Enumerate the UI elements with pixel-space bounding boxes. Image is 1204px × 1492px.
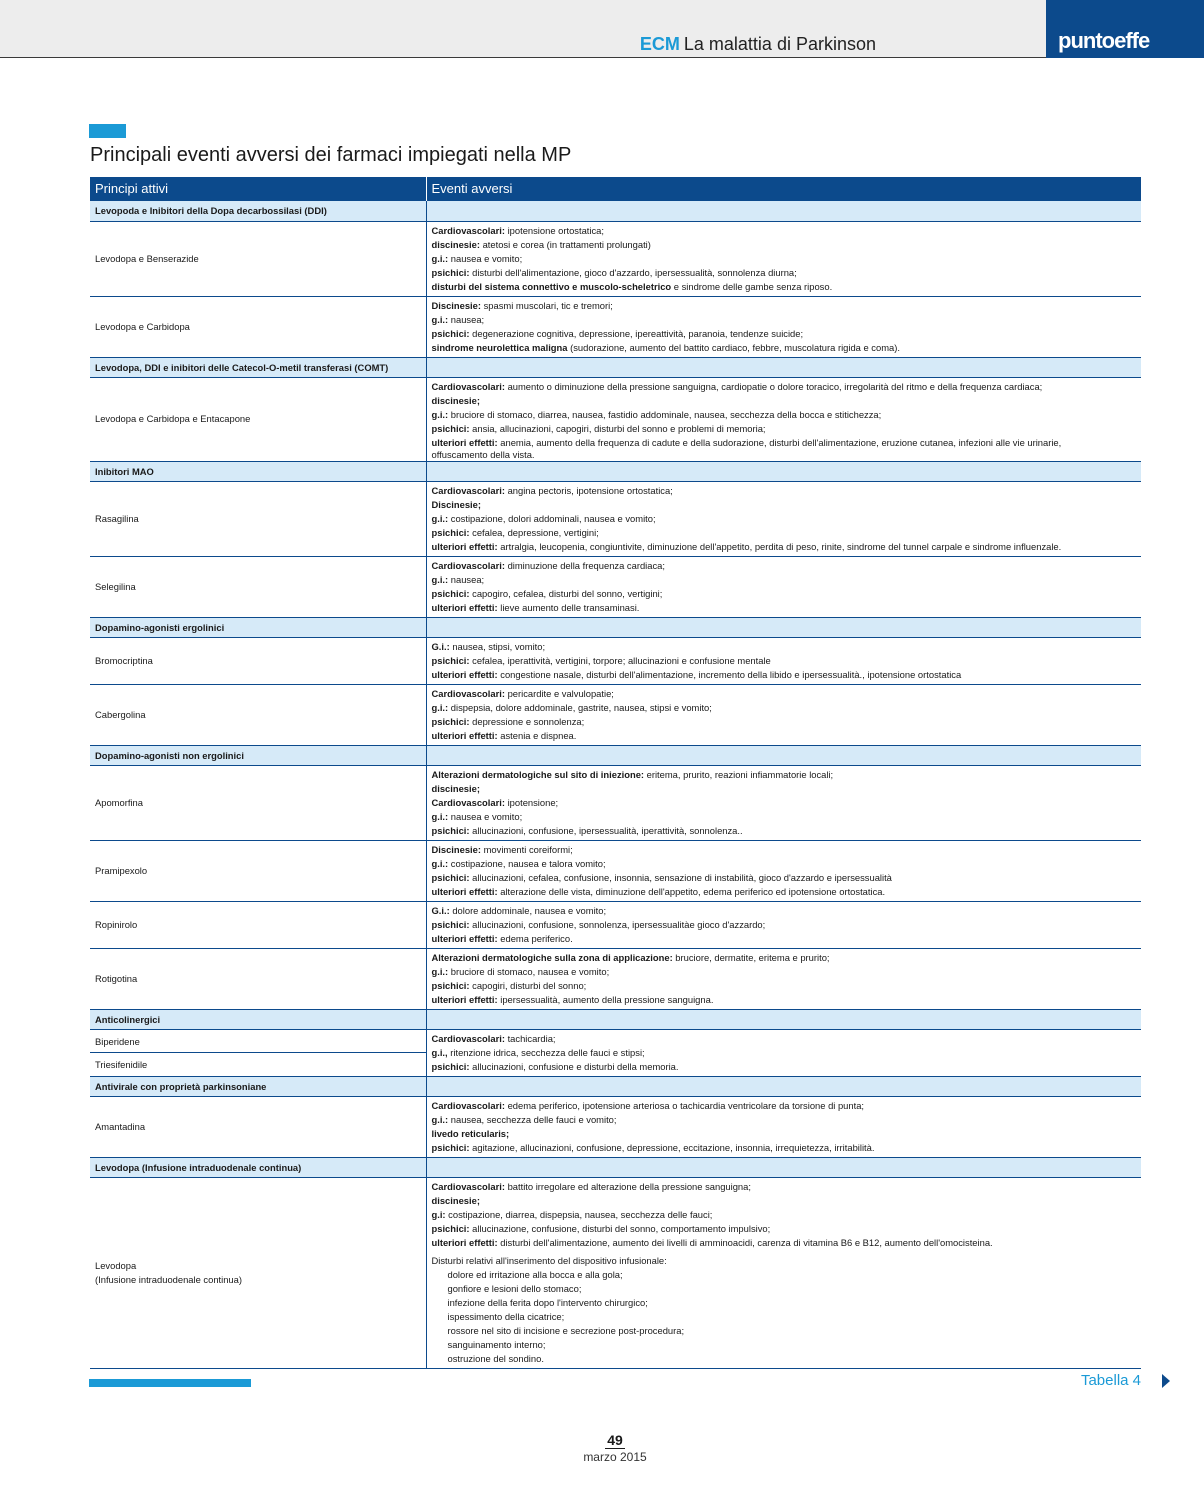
event-line (432, 408, 1137, 422)
drug-row (90, 684, 1141, 745)
event-text: agitazione, allucinazioni, confusione, depressione, eccitazione, insonnia, irrequietezza, irritabilità. (469, 1141, 875, 1153)
group-label: Dopamino-agonisti ergolinici (90, 617, 426, 637)
table-label: Tabella 4 (1080, 1372, 1141, 1389)
event-text: costipazione, dolori addominali, nausea e vomito; (448, 512, 656, 524)
adverse-events-cell (426, 221, 1141, 296)
event-category: g.i., (431, 1046, 448, 1058)
event-category: sindrome neurolettica maligna (431, 341, 568, 353)
event-text: dolore addominale, nausea e vomito; (449, 904, 607, 916)
drug-row (90, 377, 1141, 461)
event-category: ulteriori effetti: (431, 668, 498, 680)
group-empty-cell (426, 201, 1141, 221)
event-text: aumento o diminuzione della pressione sanguigna, cardiopatie o dolore toracico, irregolarità del ritmo e della frequenza cardiaca; (504, 380, 1043, 392)
drug-name-cell (90, 481, 426, 556)
event-category: psichici: (431, 715, 470, 727)
drug-name: Levodopa e Carbidopa (95, 320, 190, 332)
event-text: costipazione, nausea e talora vomito; (448, 857, 606, 869)
event-category: psichici: (431, 1222, 470, 1234)
drug-name: Cabergolina (95, 708, 146, 720)
group-row (90, 617, 1141, 637)
event-line (432, 885, 1137, 899)
next-arrow-icon (1162, 1374, 1170, 1388)
event-text: nausea; (448, 573, 485, 585)
drug-row (90, 948, 1141, 1009)
event-text: spasmi muscolari, tic e tremori; (481, 299, 613, 311)
group-label: Levodopa, DDI e inibitori delle Catecol-O-metil transferasi (COMT) (90, 357, 426, 377)
event-text: cefalea, depressione, vertigini; (469, 526, 599, 538)
device-disturbance-item: ispessimento della cicatrice; (447, 1310, 565, 1322)
event-line (432, 857, 1137, 871)
page-number (0, 1432, 1204, 1448)
event-line (432, 918, 1137, 932)
event-line (432, 1141, 1137, 1155)
event-text: bruciore di stomaco, diarrea, nausea, fastidio addominale, nausea, secchezza della bocca e stitichezza; (448, 408, 882, 420)
drug-name: Levodopa e Benserazide (95, 252, 199, 264)
event-category: Cardiovascolari: (431, 687, 505, 699)
adverse-events-cell (426, 377, 1141, 461)
drug-name-cell (90, 221, 426, 296)
event-line (432, 1127, 1137, 1141)
event-text: cefalea, iperattività, vertigini, torpore; allucinazioni e confusione mentale (469, 654, 771, 666)
event-category: ulteriori effetti: (431, 1236, 498, 1248)
event-category: ulteriori effetti: (431, 993, 498, 1005)
event-line (432, 436, 1137, 450)
event-text: pericardite e valvulopatie; (504, 687, 614, 699)
event-line (432, 540, 1137, 554)
event-line (432, 280, 1137, 294)
event-line (432, 687, 1137, 701)
event-category: Discinesie: (431, 299, 482, 311)
event-category: G.i.: (431, 904, 450, 916)
adverse-events-cell (426, 1029, 1141, 1076)
table-header-row (90, 177, 1141, 201)
event-text: nausea e vomito; (448, 810, 523, 822)
event-category: psichici: (431, 266, 470, 278)
event-text: capogiro, cefalea, disturbi del sonno, vertigini; (469, 587, 663, 599)
event-text: nausea, secchezza delle fauci e vomito; (448, 1113, 617, 1125)
adverse-events-cell (426, 1177, 1141, 1368)
event-text: bruciore, dermatite, eritema e prurito; (672, 951, 830, 963)
event-category: Cardiovascolari: (431, 1099, 505, 1111)
event-category: Cardiovascolari: (431, 1180, 505, 1192)
event-text: anemia, aumento della frequenza di cadute e della sudorazione, disturbi dell'alimentazione, eruzione cutanea, infezioni alle vie urinarie, (497, 436, 1062, 448)
event-line (432, 715, 1137, 729)
event-text: edema periferico, ipotensione arteriosa o tachicardia ventricolare da torsione di punta; (504, 1099, 865, 1111)
event-text: costipazione, diarrea, dispepsia, nausea, secchezza delle fauci; (445, 1208, 713, 1220)
event-text: tachicardia; (504, 1032, 556, 1044)
event-line (432, 380, 1137, 394)
event-line (432, 796, 1137, 810)
event-line (432, 1194, 1137, 1208)
event-category: psichici: (431, 587, 470, 599)
adverse-events-cell (426, 765, 1141, 840)
event-line (432, 668, 1137, 682)
event-category: g.i.: (431, 701, 449, 713)
drug-row (90, 556, 1141, 617)
drug-row (90, 1096, 1141, 1157)
device-disturbance-item: infezione della ferita dopo l'intervento chirurgico; (447, 1296, 648, 1308)
event-text: e sindrome delle gambe senza riposo. (671, 280, 833, 292)
group-row (90, 1076, 1141, 1096)
table-title: Principali eventi avversi dei farmaci impiegati nella MP (90, 144, 572, 166)
event-line (432, 341, 1137, 355)
drug-name-cell (90, 901, 426, 948)
drug-name-cell (90, 948, 426, 1009)
drug-row (90, 481, 1141, 556)
event-category: ulteriori effetti: (431, 729, 498, 741)
adverse-events-cell (426, 637, 1141, 684)
device-disturbance-item: rossore nel sito di incisione e secrezione post-procedura; (447, 1324, 685, 1336)
event-line (432, 782, 1137, 796)
event-line (432, 932, 1137, 946)
group-row (90, 745, 1141, 765)
event-text: diminuzione della frequenza cardiaca; (504, 559, 665, 571)
drug-name: Triesifenidile (95, 1059, 148, 1071)
device-disturbance-item: gonfiore e lesioni dello stomaco; (447, 1282, 582, 1294)
event-text: battito irregolare ed alterazione della pressione sanguigna; (504, 1180, 751, 1192)
group-row (90, 1009, 1141, 1029)
drug-name-cell (90, 840, 426, 901)
event-text: (sudorazione, aumento del battito cardiaco, febbre, muscolatura rigida e coma). (567, 341, 900, 353)
event-text: artralgia, leucopenia, congiuntivite, diminuzione dell'appetito, perdita di peso, rinite, sindrome del tunnel carpale e sindrome influenzale. (497, 540, 1062, 552)
brand-box (1046, 0, 1204, 58)
page-number-value: 49 (607, 1432, 623, 1448)
adverse-events-table (90, 177, 1141, 1369)
event-category: g.i: (431, 1208, 446, 1220)
drug-row (90, 296, 1141, 357)
adverse-events-cell (426, 481, 1141, 556)
drug-row (90, 840, 1141, 901)
device-disturbances-title: Disturbi relativi all'inserimento del dispositivo infusionale: (431, 1254, 667, 1266)
drug-name: Biperidene (95, 1035, 140, 1047)
event-text: allucinazioni, confusione, ipersessualità, iperattività, sonnolenza.. (469, 824, 743, 836)
event-text: nausea; (448, 313, 485, 325)
drug-name-cell (90, 637, 426, 684)
event-category: discinesie: (431, 238, 480, 250)
issue-date: marzo 2015 (583, 1450, 647, 1464)
adverse-events-cell (426, 1096, 1141, 1157)
drug-row (90, 637, 1141, 684)
group-empty-cell (426, 617, 1141, 637)
drug-name-cell (90, 296, 426, 357)
section-label: ECM (639, 34, 680, 54)
event-line (432, 1208, 1137, 1222)
event-text: depressione e sonnolenza; (469, 715, 585, 727)
group-label: Levopoda e Inibitori della Dopa decarbossilasi (DDI) (90, 201, 426, 221)
event-category: g.i.: (431, 965, 449, 977)
event-line (432, 640, 1137, 654)
group-label: Anticolinergici (90, 1009, 426, 1029)
table-body (90, 201, 1141, 1368)
drug-row (90, 221, 1141, 296)
adverse-events-cell (426, 684, 1141, 745)
event-category: psichici: (431, 871, 470, 883)
group-empty-cell (426, 1076, 1141, 1096)
event-line (432, 394, 1137, 408)
event-text: allucinazione, confusione, disturbi del sonno, comportamento impulsivo; (469, 1222, 771, 1234)
event-category: Discinesie: (431, 843, 482, 855)
event-category: g.i.: (431, 408, 449, 420)
event-line (432, 701, 1137, 715)
event-line (432, 729, 1137, 743)
group-label: Dopamino-agonisti non ergolinici (90, 745, 426, 765)
running-header (640, 34, 876, 55)
event-line (432, 573, 1137, 587)
drug-row (90, 1177, 1141, 1368)
event-line (432, 824, 1137, 838)
header-band (0, 0, 1046, 58)
event-line (432, 224, 1137, 238)
event-line (432, 1032, 1137, 1046)
event-text: degenerazione cognitiva, depressione, ipereattività, paranoia, tendenze suicide; (469, 327, 804, 339)
event-category: psichici: (431, 526, 470, 538)
event-line (432, 559, 1137, 573)
drug-name-cell (90, 1029, 426, 1053)
event-category: Alterazioni dermatologiche sul sito di iniezione: (431, 768, 645, 780)
event-category: g.i.: (431, 857, 449, 869)
event-text: angina pectoris, ipotensione ortostatica; (504, 484, 673, 496)
event-line (432, 768, 1137, 782)
accent-bar-bottom (89, 1379, 251, 1387)
event-category: Cardiovascolari: (431, 1032, 505, 1044)
event-line (432, 238, 1137, 252)
event-category: discinesie; (431, 782, 480, 794)
event-line (432, 587, 1137, 601)
drug-name-cell (90, 556, 426, 617)
event-category: ulteriori effetti: (431, 436, 498, 448)
event-line (432, 871, 1137, 885)
event-category: psichici: (431, 979, 470, 991)
drug-name: Levodopa e Carbidopa e Entacapone (95, 413, 251, 424)
drug-name: Levodopa (95, 1259, 137, 1271)
group-label: Inibitori MAO (90, 461, 426, 481)
event-line (432, 1180, 1137, 1194)
event-line (432, 843, 1137, 857)
event-text: eritema, prurito, reazioni infiammatorie locali; (644, 768, 834, 780)
event-text: congestione nasale, disturbi dell'alimentazione, incremento della libido e ipersessualità., ipotensione ortostatica (497, 668, 962, 680)
group-empty-cell (426, 461, 1141, 481)
event-text: disturbi dell'alimentazione, gioco d'azzardo, ipersessualità, sonnolenza diurna; (469, 266, 797, 278)
drug-name: Rotigotina (95, 972, 138, 984)
event-category: ulteriori effetti: (431, 932, 498, 944)
event-category: g.i.: (431, 252, 449, 264)
drug-name: Amantadina (95, 1120, 146, 1132)
drug-name: Rasagilina (95, 512, 139, 524)
event-line (432, 810, 1137, 824)
event-line (432, 422, 1137, 436)
event-text: ipotensione; (504, 796, 559, 808)
event-line (432, 1113, 1137, 1127)
event-category: psichici: (431, 422, 470, 434)
event-category: psichici: (431, 1141, 470, 1153)
event-text: disturbi dell'alimentazione, aumento dei livelli di amminoacidi, carenza di vitamina B6 e B12, aumento dell'omocisteina. (497, 1236, 993, 1248)
event-line (432, 450, 1137, 459)
event-line (432, 313, 1137, 327)
event-text: ansia, allucinazioni, capogiri, disturbi del sonno e problemi di memoria; (469, 422, 766, 434)
device-disturbance-item: ostruzione del sondino. (447, 1352, 544, 1364)
event-category: Cardiovascolari: (431, 559, 505, 571)
group-empty-cell (426, 1009, 1141, 1029)
event-category: Cardiovascolari: (431, 484, 505, 496)
event-text: edema periferico. (497, 932, 573, 944)
group-label: Levodopa (Infusione intraduodenale continua) (90, 1157, 426, 1177)
event-category: Cardiovascolari: (431, 224, 505, 236)
event-line (432, 327, 1137, 341)
event-text: dispepsia, dolore addominale, gastrite, nausea, stipsi e vomito; (448, 701, 712, 713)
event-category: livedo reticularis; (431, 1127, 510, 1139)
adverse-events-cell (426, 948, 1141, 1009)
event-text: ritenzione idrica, secchezza delle fauci e stipsi; (447, 1046, 645, 1058)
event-line (432, 266, 1137, 280)
event-category: discinesie; (431, 394, 480, 406)
group-empty-cell (426, 357, 1141, 377)
accent-bar-top (89, 124, 126, 138)
event-text: lieve aumento delle transaminasi. (497, 601, 640, 613)
event-line (432, 526, 1137, 540)
group-row (90, 1157, 1141, 1177)
event-category: g.i.: (431, 313, 449, 325)
adverse-events-cell (426, 901, 1141, 948)
event-line (432, 654, 1137, 668)
event-text: ipotensione ortostatica; (504, 224, 604, 236)
drug-row (90, 901, 1141, 948)
event-category: g.i.: (431, 1113, 449, 1125)
drug-name: Bromocriptina (95, 654, 153, 666)
event-text: alterazione delle vista, diminuzione dell'appetito, edema periferico ed ipotensione ortostatica. (497, 885, 886, 897)
drug-name: Pramipexolo (95, 864, 148, 876)
drug-row (90, 1029, 1141, 1053)
event-line (432, 299, 1137, 313)
drug-name-cell (90, 1177, 426, 1368)
event-category: Discinesie; (431, 498, 482, 510)
group-row (90, 201, 1141, 221)
event-category: g.i.: (431, 512, 449, 524)
event-line (432, 1046, 1137, 1060)
event-line (432, 951, 1137, 965)
event-line (432, 1099, 1137, 1113)
event-category: ulteriori effetti: (431, 601, 498, 613)
drug-name: Apomorfina (95, 796, 143, 808)
event-text: offuscamento della vista. (431, 448, 535, 460)
event-line (432, 512, 1137, 526)
event-text: nausea e vomito; (448, 252, 523, 264)
group-empty-cell (426, 745, 1141, 765)
event-text: allucinazioni, cefalea, confusione, insonnia, sensazione di instabilità, gioco d'azzardo e ipersessualità (469, 871, 892, 883)
event-category: psichici: (431, 824, 470, 836)
event-line (432, 601, 1137, 615)
event-category: psichici: (431, 1060, 470, 1072)
adverse-events-cell (426, 296, 1141, 357)
group-row (90, 461, 1141, 481)
event-category: g.i.: (431, 810, 449, 822)
event-category: ulteriori effetti: (431, 885, 498, 897)
drug-name: Ropinirolo (95, 918, 138, 930)
adverse-events-cell (426, 556, 1141, 617)
col-header-active-principles: Principi attivi (90, 177, 426, 201)
drug-row (90, 765, 1141, 840)
event-category: Cardiovascolari: (431, 796, 505, 808)
event-category: psichici: (431, 327, 470, 339)
group-empty-cell (426, 1157, 1141, 1177)
drug-name-cell (90, 684, 426, 745)
event-line (432, 965, 1137, 979)
col-header-adverse-events: Eventi avversi (426, 177, 1141, 201)
drug-name-cell (90, 1053, 426, 1077)
group-row (90, 357, 1141, 377)
adverse-events-cell (426, 840, 1141, 901)
event-category: discinesie; (431, 1194, 480, 1206)
event-category: Cardiovascolari: (431, 380, 505, 392)
drug-name-cell (90, 765, 426, 840)
event-category: psichici: (431, 654, 470, 666)
event-category: g.i.: (431, 573, 449, 585)
event-line (432, 1222, 1137, 1236)
drug-name: Selegilina (95, 580, 136, 592)
drug-name-detail: (Infusione intraduodenale continua) (95, 1273, 242, 1285)
brand-logo: puntoeffe (1058, 28, 1150, 53)
event-text: allucinazioni, confusione, sonnolenza, ipersessualitàe gioco d'azzardo; (469, 918, 766, 930)
event-line (432, 498, 1137, 512)
event-line (432, 484, 1137, 498)
event-category: ulteriori effetti: (431, 540, 498, 552)
header-title: La malattia di Parkinson (683, 34, 876, 54)
event-line (432, 252, 1137, 266)
event-text: nausea, stipsi, vomito; (449, 640, 546, 652)
event-line (432, 979, 1137, 993)
event-text: astenia e dispnea. (497, 729, 577, 741)
drug-name-cell (90, 1096, 426, 1157)
group-label: Antivirale con proprietà parkinsoniane (90, 1076, 426, 1096)
event-line (432, 904, 1137, 918)
event-line (432, 993, 1137, 1007)
event-category: psichici: (431, 918, 470, 930)
event-line (432, 1060, 1137, 1074)
event-category: Alterazioni dermatologiche sulla zona di applicazione: (431, 951, 673, 963)
event-text: bruciore di stomaco, nausea e vomito; (448, 965, 610, 977)
event-text: ipersessualità, aumento della pressione sanguigna. (497, 993, 714, 1005)
drug-name-cell (90, 377, 426, 461)
event-category: disturbi del sistema connettivo e muscolo-scheletrico (431, 280, 672, 292)
event-category: G.i.: (431, 640, 450, 652)
event-text: capogiri, disturbi del sonno; (469, 979, 587, 991)
event-text: allucinazioni, confusione e disturbi della memoria. (469, 1060, 679, 1072)
device-disturbance-item: dolore ed irritazione alla bocca e alla gola; (447, 1268, 623, 1280)
event-text: atetosi e corea (in trattamenti prolungati) (479, 238, 651, 250)
device-disturbance-item: sanguinamento interno; (447, 1338, 546, 1350)
event-line (432, 1236, 1137, 1250)
event-text: movimenti coreiformi; (481, 843, 573, 855)
